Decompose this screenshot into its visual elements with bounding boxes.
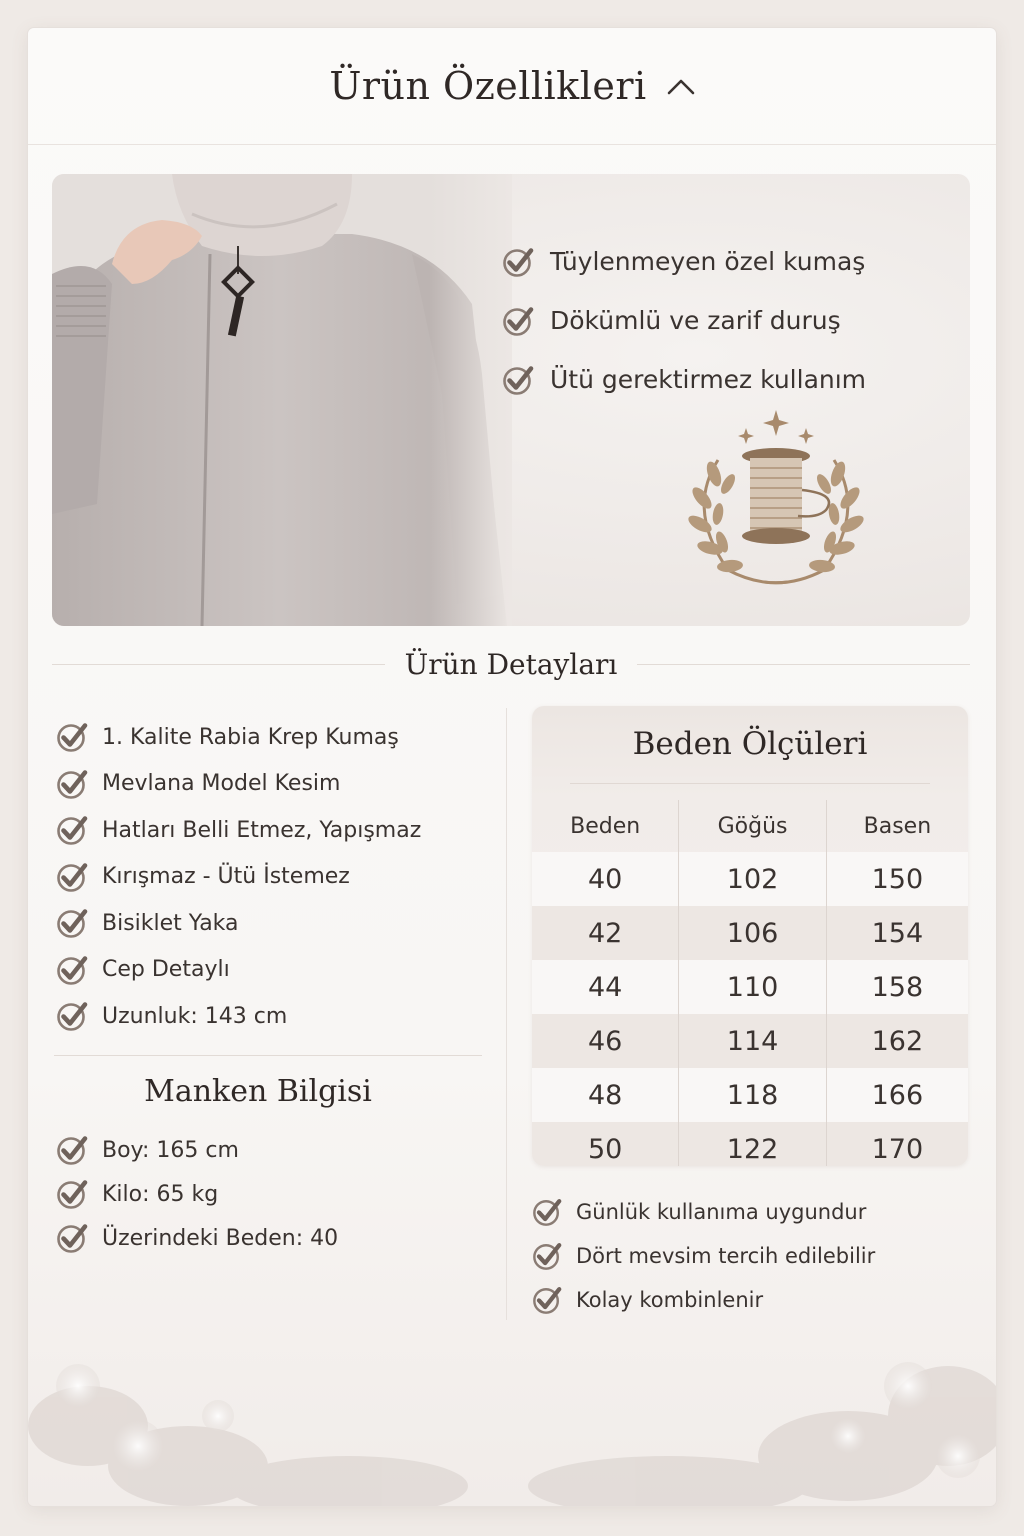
table-cell: 114 — [679, 1014, 826, 1068]
detail-label: Uzunluk: 143 cm — [102, 1003, 288, 1029]
table-row — [532, 1014, 968, 1068]
check-icon — [56, 1000, 88, 1032]
table-cell: 102 — [679, 852, 826, 906]
manken-label: Üzerindeki Beden: 40 — [102, 1225, 339, 1251]
check-icon — [56, 1222, 88, 1254]
table-cell: 44 — [532, 960, 679, 1014]
size-chart-title: Beden Ölçüleri — [632, 726, 868, 762]
table-row — [532, 906, 968, 960]
product-features-card — [28, 28, 996, 1506]
list-item — [502, 350, 866, 409]
check-icon — [56, 1134, 88, 1166]
check-icon — [502, 305, 534, 337]
list-item — [56, 1216, 338, 1260]
details-list — [56, 714, 421, 1040]
table-cell: 42 — [532, 906, 679, 960]
table-cell: 150 — [826, 852, 968, 906]
table-cell: 166 — [826, 1068, 968, 1122]
list-item — [502, 232, 866, 291]
check-icon — [502, 246, 534, 278]
list-item — [56, 1172, 338, 1216]
manken-label: Kilo: 65 kg — [102, 1181, 219, 1207]
size-chart-card — [532, 706, 968, 1166]
detail-label: Mevlana Model Kesim — [102, 771, 341, 797]
features-header[interactable] — [28, 28, 996, 145]
usage-label: Kolay kombinlenir — [576, 1288, 764, 1312]
table-row — [532, 1122, 968, 1166]
list-item — [56, 807, 421, 854]
manken-label: Boy: 165 cm — [102, 1137, 239, 1163]
table-cell: 158 — [826, 960, 968, 1014]
feature-label: Tüylenmeyen özel kumaş — [550, 247, 866, 276]
check-icon — [56, 861, 88, 893]
detail-label: Cep Detaylı — [102, 957, 230, 983]
details-section-header — [52, 644, 970, 684]
table-cell: 122 — [679, 1122, 826, 1166]
column-divider — [506, 708, 507, 1320]
table-row — [532, 1068, 968, 1122]
hero-banner — [52, 174, 970, 626]
feature-label: Dökümlü ve zarif duruş — [550, 306, 841, 335]
column-header: Göğüs — [679, 800, 826, 852]
list-item — [502, 291, 866, 350]
column-header: Basen — [826, 800, 968, 852]
table-cell: 46 — [532, 1014, 679, 1068]
check-icon — [56, 1178, 88, 1210]
feature-label: Ütü gerektirmez kullanım — [550, 365, 867, 394]
check-icon — [502, 364, 534, 396]
list-item — [56, 761, 421, 808]
list-item — [56, 1128, 338, 1172]
table-cell: 50 — [532, 1122, 679, 1166]
divider — [637, 664, 970, 665]
model-garment-photo — [52, 174, 512, 626]
table-cell: 162 — [826, 1014, 968, 1068]
detail-label: Hatları Belli Etmez, Yapışmaz — [102, 817, 422, 843]
list-item — [56, 854, 421, 901]
table-header-row — [532, 800, 968, 852]
list-item — [56, 993, 421, 1040]
table-cell: 118 — [679, 1068, 826, 1122]
page-title: Ürün Özellikleri — [329, 64, 647, 108]
table-cell: 110 — [679, 960, 826, 1014]
list-item — [532, 1234, 875, 1278]
manken-list — [56, 1128, 338, 1260]
detail-label: Kırışmaz - Ütü İstemez — [102, 864, 350, 890]
manken-title: Manken Bilgisi — [144, 1074, 372, 1109]
check-icon — [532, 1241, 562, 1271]
divider — [54, 1055, 482, 1056]
check-icon — [56, 814, 88, 846]
divider — [52, 664, 385, 665]
list-item — [56, 714, 421, 761]
usage-label: Günlük kullanıma uygundur — [576, 1200, 867, 1224]
check-icon — [56, 721, 88, 753]
floral-decoration — [28, 1276, 996, 1506]
list-item — [532, 1190, 875, 1234]
list-item — [56, 947, 421, 994]
table-cell: 48 — [532, 1068, 679, 1122]
table-cell: 40 — [532, 852, 679, 906]
usage-label: Dört mevsim tercih edilebilir — [576, 1244, 876, 1268]
size-table — [532, 800, 968, 1166]
table-cell: 154 — [826, 906, 968, 960]
detail-label: 1. Kalite Rabia Krep Kumaş — [102, 724, 399, 750]
table-cell: 170 — [826, 1122, 968, 1166]
check-icon — [56, 768, 88, 800]
detail-label: Bisiklet Yaka — [102, 910, 239, 936]
hero-feature-list — [502, 232, 866, 409]
check-icon — [532, 1197, 562, 1227]
thread-spool-laurel-icon — [678, 410, 874, 590]
column-header: Beden — [570, 813, 641, 839]
section-title: Ürün Detayları — [404, 647, 618, 681]
check-icon — [56, 954, 88, 986]
table-row — [532, 852, 968, 906]
chevron-up-icon[interactable] — [667, 77, 695, 95]
check-icon — [56, 907, 88, 939]
list-item — [56, 900, 421, 947]
table-row — [532, 960, 968, 1014]
divider — [570, 783, 930, 784]
table-cell: 106 — [679, 906, 826, 960]
